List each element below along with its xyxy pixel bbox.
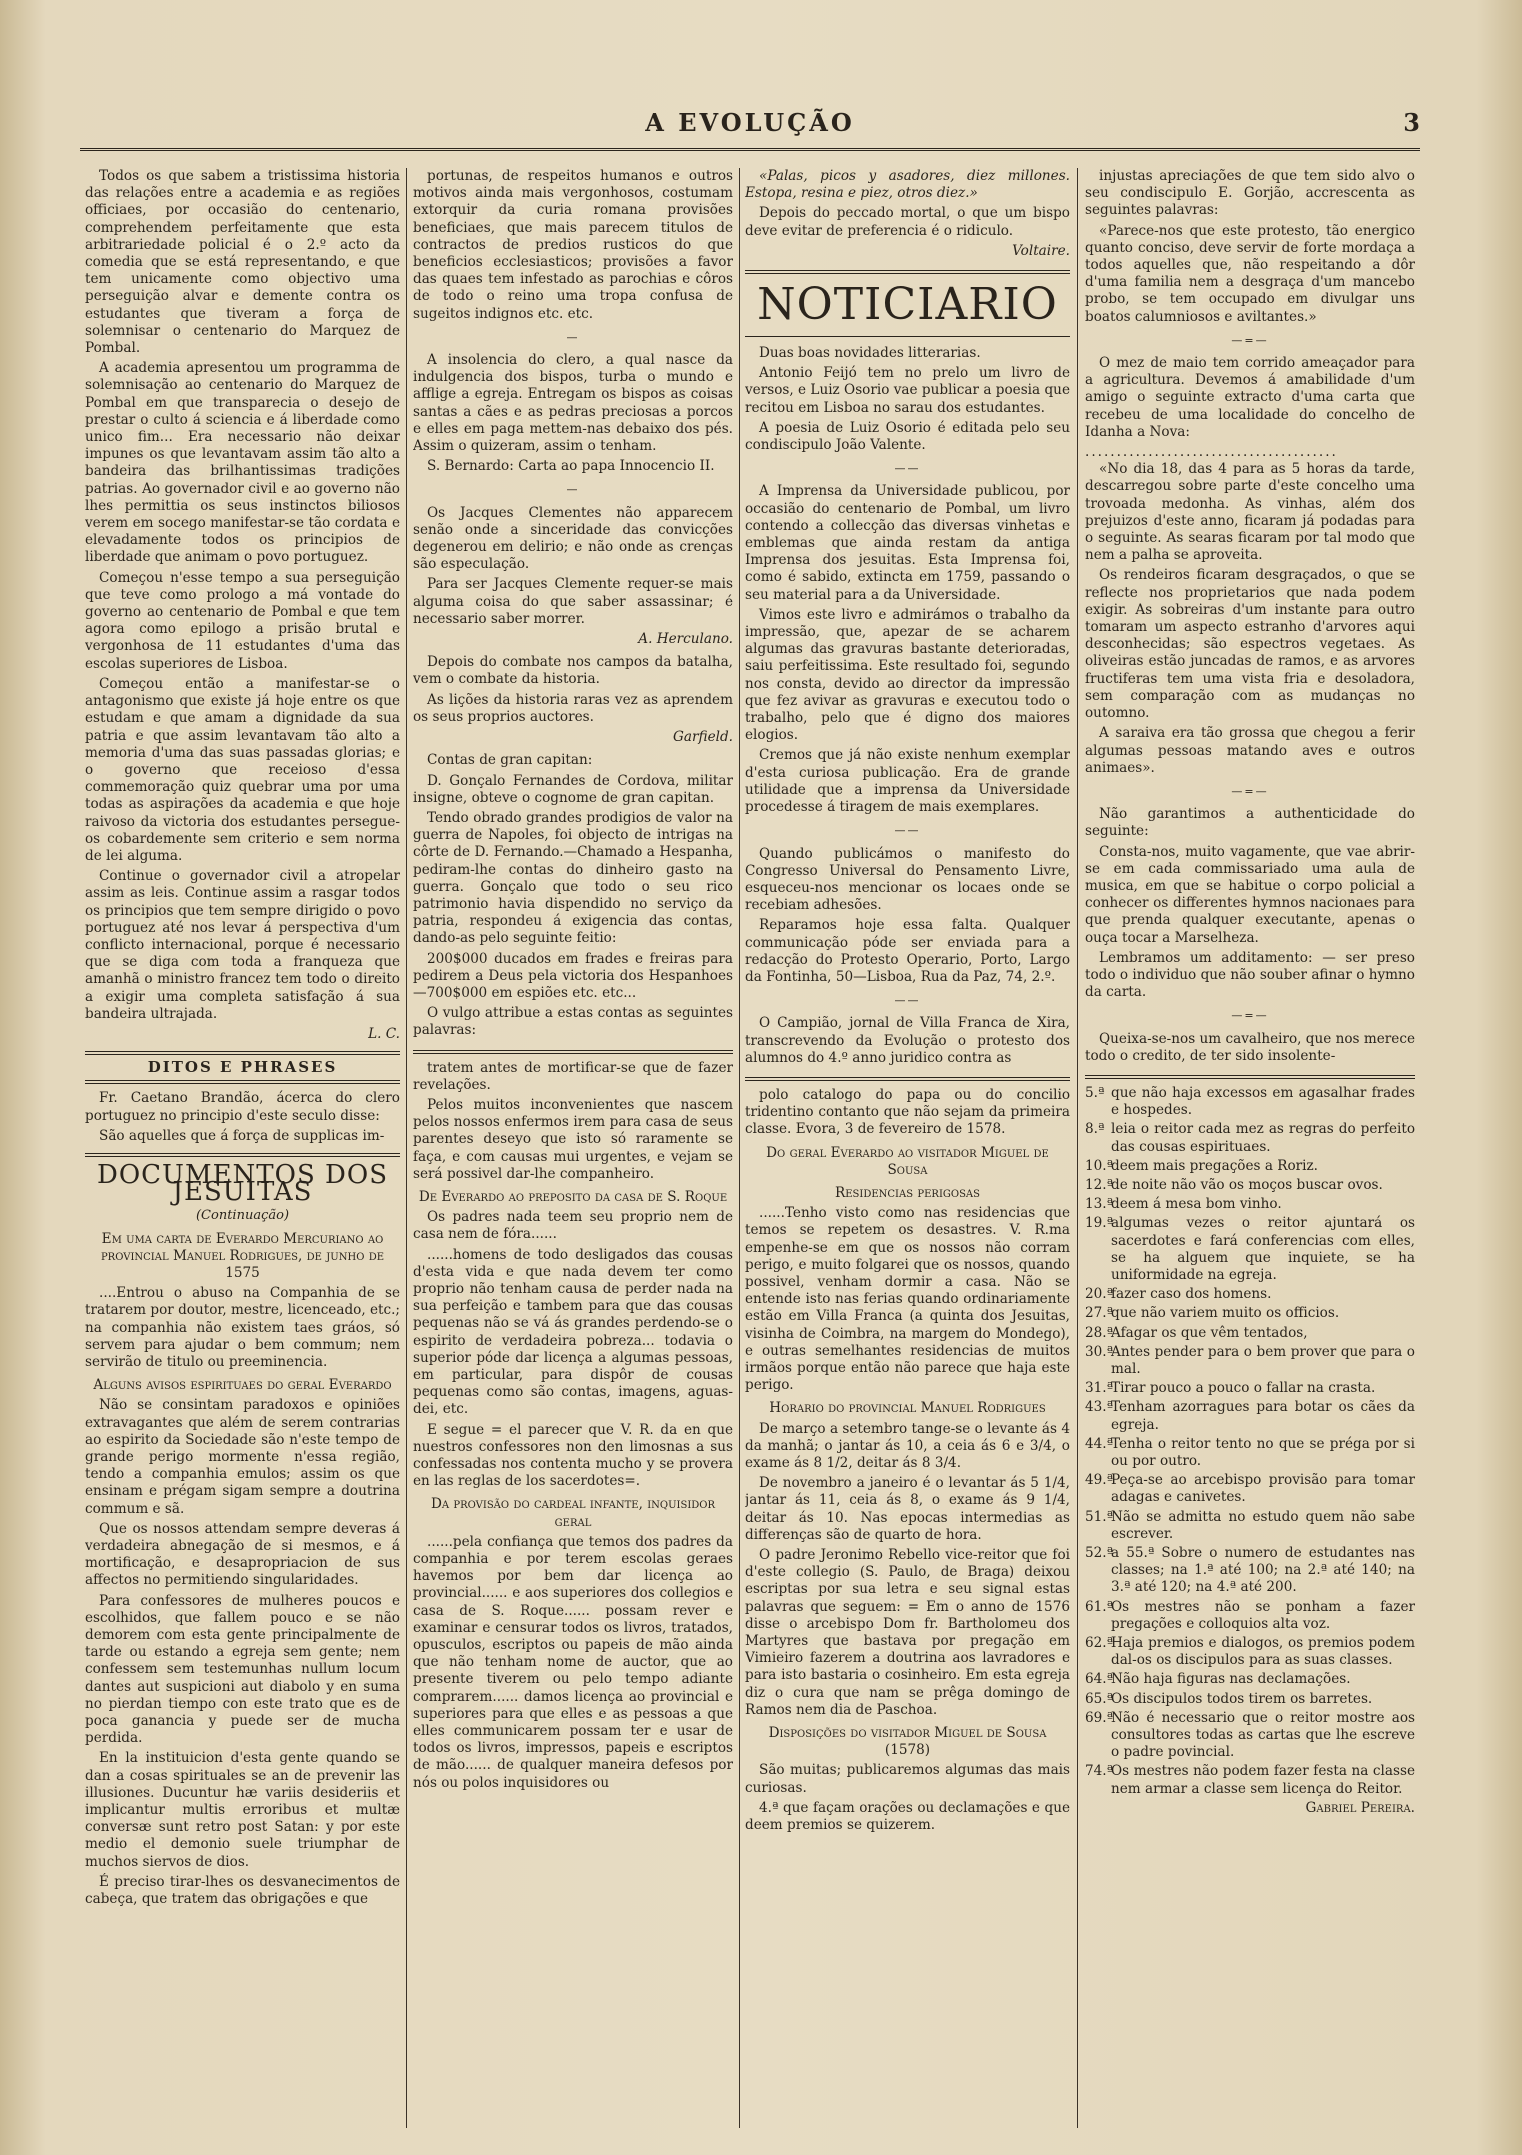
masthead [80, 100, 1420, 152]
section-rule [1085, 1075, 1415, 1079]
separator: —=— [1231, 333, 1269, 347]
dotted-line: ........................................ [1085, 444, 1338, 461]
list-item-number: 69.ª [1085, 1709, 1114, 1726]
article-paragraph: O padre Jeronimo Rebello vice-reitor que foi d'este collegio (S. Paulo, de Braga) deixou escriptas por sua letra e seu signal estas palavras que seguem: = Em o anno de 1576 disse o arcebispo Dom fr. Bartholomeu dos Martyres que bastava por pregação em Vimieiro fazerem a doutrina aos lavradores e para isto bastaria o cosinheiro. Em esta egreja diz o cura que nam se prêga domingo de Ramos nem dia de Paschoa. [745, 1547, 1070, 1718]
list-item-text: Não haja figuras nas declamações. [1111, 1671, 1351, 1688]
article-paragraph: S. Bernardo: Carta ao papa Innocencio II. [427, 458, 715, 475]
list-item [1085, 1305, 1415, 1322]
list-item-number: 5.ª [1085, 1084, 1105, 1101]
separator: — [566, 483, 580, 497]
list-item-text: deem mais pregações a Roriz. [1111, 1157, 1319, 1174]
list-item-number: 28.ª [1085, 1324, 1114, 1341]
article-paragraph: As lições da historia raras vez as aprendem os seus proprios auctores. [413, 691, 733, 725]
article-paragraph: De março a setembro tange-se o levante ás 4 da manhã; o jantar ás 10, a ceia ás 6 e 3/4, o exame ás 8 1/2, deitar ás 8 3/4. [745, 1420, 1070, 1471]
article-paragraph: Os padres nada teem seu proprio nem de casa nem de fóra...... [413, 1209, 733, 1243]
list-item-number: 61.ª [1085, 1598, 1114, 1615]
list-item-text: Antes pender para o bem prover que para o mal. [1111, 1343, 1415, 1377]
news-item: Duas boas novidades litterarias. [759, 345, 981, 362]
article-paragraph: ......Tenho visto como nas residencias que temos se repetem os desastres. V. R.ma empenhe-se em que os nossos não corram perigo, e muito folgarei que os nossos, quando possivel, venham dormir a casa. Não se entende isto nas ferias quando ordinariamente estão em Villa Franca (a quinta dos Jesuitas, visinha de Coimbra, na margem do Mondego), e outras semelhantes residencias de muitos irmãos porque então não parece que haja este perigo. [745, 1205, 1070, 1394]
article-paragraph: Começou então a manifestar-se o antagonismo que existe já hoje entre os que estudam e que amam a dignidade da sua patria e que assim levantavam tão alto a memoria d'uma das suas passadas glorias; e o governo que receioso d'essa commemoração quiz quebrar uma por uma todas as aspirações da academia e que hoje raivoso da victoria dos estudantes persegue-os cobardemente sem criterio e sem norma de lei alguma. [85, 675, 400, 864]
news-item: A poesia de Luiz Osorio é editada pelo seu condiscipulo João Valente. [745, 419, 1070, 454]
list-item [1085, 1344, 1415, 1378]
article-paragraph: tratem antes de mortificar-se que de fazer revelações. [413, 1059, 733, 1093]
list-item-text: fazer caso dos homens. [1111, 1286, 1272, 1303]
list-item-text: que não haja excessos em agasalhar frades e hospedes. [1111, 1084, 1415, 1119]
list-item-number: 49.ª [1085, 1472, 1114, 1489]
list-item-text: Haja premios e dialogos, os premios podem dal-os os discipulos para as suas classes. [1111, 1635, 1415, 1669]
list-item [1085, 1671, 1415, 1688]
list-item-number: 19.ª [1085, 1215, 1114, 1232]
article-paragraph: Contas de gran capitan: [427, 752, 593, 769]
list-item [1085, 1085, 1415, 1119]
article-paragraph: ....Entrou o abuso na Companhia de se tratarem por doutor, mestre, licenceado, etc.; na companhia não existem taes gráos, só servem para ajudar o bem commum; nem servirão de titulo ou preeminencia. [85, 1285, 400, 1370]
article-signature: Voltaire. [1012, 242, 1070, 259]
article-paragraph: De novembro a janeiro é o levantar ás 5 1/4, jantar ás 11, ceia ás 8, o exame ás 9 1/4, deitar ás 10. Nas epocas intermedias as differenças são de quarto de hora. [745, 1475, 1070, 1543]
list-item-text: algumas vezes o reitor ajuntará os sacerdotes e fará conferencias com elles, se ha alguem que inquiete, se ha uniformidade na egreja. [1111, 1215, 1415, 1283]
list-item [1085, 1286, 1415, 1303]
section-subtitle: (Continuação) [195, 1208, 290, 1224]
list-item [1085, 1436, 1415, 1470]
document-heading: Horario do provincial Manuel Rodrigues [769, 1400, 1046, 1417]
article-paragraph: ......homens de todo desligados das cousas d'esta vida e que nada devem ter como proprio não tenham causa de perder nada na sua perfeição e tambem para que das cousas pequenas não se vá ás grandes perdendo-se o espirito de verdadeira pobreza... todavia o superior póde dar licença a algumas pessoas, em particular, para dispôr de cousas pequenas como são contas, imagens, aguas-dei, etc. [413, 1246, 733, 1418]
list-item-number: 20.ª [1085, 1286, 1114, 1303]
column-1 [85, 168, 400, 2128]
list-item-number: 27.ª [1085, 1305, 1114, 1322]
article-signature: A. Herculano. [638, 631, 733, 648]
list-item-number: 30.ª [1085, 1343, 1114, 1360]
section-heading-documentos: DOCUMENTOS DOS JESUITAS [85, 1153, 400, 1201]
list-item-number: 64.ª [1085, 1671, 1114, 1688]
list-item [1085, 1763, 1415, 1797]
list-item [1085, 1599, 1415, 1633]
list-item [1085, 1710, 1415, 1762]
article-paragraph: En la instituicion d'esta gente quando se dan a cosas spirituales se an de prevenir las illusiones. Ducuntur hæ variis desideriis et implicantur multis erroribus et multæ conversæ sunt retro post Satan: y por este medio el demonio suele triumphar de muchos siervos de dios. [85, 1750, 400, 1870]
column-divider [406, 168, 407, 2128]
document-heading: Em uma carta de Everardo Mercuriano ao provincial Manuel Rodrigues, de junho de 1575 [100, 1230, 385, 1281]
news-item: Não garantimos a authenticidade do seguinte: [1085, 806, 1415, 840]
list-item-text: Os mestres não podem fazer festa na classe nem armar a classe sem licença do Reitor. [1111, 1763, 1415, 1797]
article-paragraph: E segue = el parecer que V. R. da en que nuestros confessores non den limosnas a sus confessadas nos contenta mucho y se provera en las reglas de los sacerdotes=. [413, 1421, 733, 1490]
article-paragraph: Continue o governador civil a atropelar assim as leis. Continue assim a rasgar todos os principios que tem sempre dirigido o povo portuguez até nos levar á perspectiva d'um conflicto internacional, porque é necessario que se diga com toda a franqueza que amanhã o ministro francez tem todo o direito a exigir uma completa satisfação á sua bandeira ultrajada. [85, 868, 400, 1022]
list-item-text: leia o reitor cada mez as regras do perfeito das cousas espirituaes. [1111, 1121, 1415, 1155]
separator: —=— [1231, 1009, 1269, 1023]
list-item [1085, 1691, 1415, 1708]
list-item-text: Tirar pouco a pouco o fallar na crasta. [1111, 1380, 1376, 1397]
news-item: Consta-nos, muito vagamente, que vae abrir-se em cada commissariado uma aula de musica, em que se habitue o corpo policial a conhecer os differentes hymnos nacionaes para que prenda qualquer executante, apenas o ouça tocar a Marselheza. [1085, 843, 1415, 946]
list-item [1085, 1177, 1415, 1194]
article-paragraph: Para confessores de mulheres poucos e escolhidos, que fallem pouco e se não demorem com esta gente principalmente de tarde ou estando a egreja sem gente; nem confessem sem testemunhas nullum locum dantes aut suspicioni aut diabolo y en suma no pierdan tiempo con este trato que es de poca ganancia y puede ser de mucha perdida. [85, 1592, 400, 1747]
list-item [1085, 1215, 1415, 1284]
news-item: Antonio Feijó tem no prelo um livro de versos, e Luiz Osorio vae publicar a poesia que recitou em Lisboa no sarau dos estudantes. [745, 365, 1070, 416]
list-item-number: 51.ª [1085, 1508, 1114, 1525]
list-item-text: Peça-se ao arcebispo provisão para tomar adagas e canivetes. [1111, 1472, 1415, 1506]
list-item [1085, 1121, 1415, 1155]
article-paragraph: «Palas, picos y asadores, diez millones. Estopa, resina e piez, otros diez.» [745, 168, 1070, 202]
article-paragraph: 4.ª que façam orações ou declamações e que deem premios se quizerem. [745, 1799, 1070, 1834]
list-item-number: 43.ª [1085, 1399, 1114, 1416]
article-paragraph: Não se consintam paradoxos e opiniões extravagantes que além de serem contrarias ao espirito da Sociedade são n'este tempo de grande perigo mormente n'essa região, tendo a companhia emulos; assim os que ensinam e prégam sigam sempre a doutrina commum e sã. [85, 1397, 400, 1517]
separator: —— [894, 462, 921, 476]
list-item-number: 12.ª [1085, 1176, 1114, 1193]
article-paragraph: É preciso tirar-lhes os desvanecimentos de cabeça, que tratem das obrigações e que [85, 1873, 400, 1908]
masthead-rule [80, 148, 1420, 151]
newspaper-title: A EVOLUÇÃO [645, 108, 855, 137]
list-item-text: que não variem muito os officios. [1111, 1305, 1340, 1322]
list-item-text: a 55.ª Sobre o numero de estudantes nas classes; na 1.ª até 100; na 2.ª até 140; na 3.ª até 120; na 4.ª até 200. [1111, 1545, 1415, 1596]
article-paragraph: Que os nossos attendam sempre deveras á verdadeira abnegação de si mesmos, e á mortificação, e desapropriacion de sus affectos no permitiendo singularidades. [85, 1520, 400, 1589]
list-item-number: 74.ª [1085, 1763, 1114, 1780]
article-signature: L. C. [368, 1025, 400, 1042]
article-paragraph: Pelos muitos inconvenientes que nascem pelos nossos enfermos irem para casa de seus parentes deseyo que isto só raramente se faça, e com causas mui urgentes, e vejam se será possivel dar-lhe companheiro. [413, 1096, 733, 1182]
article-signature: Garfield. [673, 729, 733, 746]
list-item-number: 44.ª [1085, 1435, 1114, 1452]
article-paragraph: portunas, de respeitos humanos e outros motivos ainda mais vergonhosos, costumam extorquir da curia romana provisões beneficiaes, que mais parecem titulos de contractos de predios rusticos do que beneficios ecclesiasticos; provisões a favor das quaes tem infestado as parochias e côros de todo o reino uma tropa confusa de sugeitos indignos etc. etc. [413, 168, 733, 322]
document-heading: Disposições do visitador Miguel de Sousa (1578) [768, 1725, 1047, 1759]
article-paragraph: Tendo obrado grandes prodigios de valor na guerra de Napoles, foi objecto de intrigas na côrte de D. Fernando.—Chamado a Hespanha, pediram-lhe contas do dinheiro gasto na guerra. Gonçalo que todo o seu rico patrimonio havia dispendido no serviço da patria, respondeu á exigencia das contas, dando-as pelo seguinte feitio: [413, 809, 733, 947]
list-item-text: Afagar os que vêm tentados, [1111, 1324, 1308, 1341]
page-number: 3 [1403, 108, 1420, 137]
article-signature: Gabriel Pereira. [1305, 1799, 1415, 1816]
list-item [1085, 1545, 1415, 1597]
list-item-text: Não se admitta no estudo quem não sabe escrever. [1111, 1508, 1415, 1542]
list-item [1085, 1399, 1415, 1433]
article-paragraph: ......pela confiança que temos dos padres da companhia e por terem escolas geraes havemos por bem dar licença ao provincial...... e aos superiores dos collegios e casa de S. Roque...... possam rever e examinar e censurar todos os livros, tratados, opusculos, escriptos ou papeis de mão ainda que não tenham nome de auctor, que ao presente tiverem ou pelo tempo adiante comprarem...... damos licença ao provincial e superiores para que elles e as pessoas a que elles communicarem possam ter e usar de todos os livros, impressos, papeis e escriptos de mão...... de qualquer maneira defesos por nós ou polos inquisidores ou [413, 1533, 733, 1791]
news-item: injustas apreciações de que tem sido alvo o seu condiscipulo E. Gorjão, accrescenta as seguintes palavras: [1085, 168, 1415, 219]
news-item: Lembramos um additamento: — ser preso todo o individuo que não souber afinar o hymno da carta. [1085, 949, 1415, 1001]
list-item-text: Os discipulos todos tirem os barretes. [1111, 1690, 1373, 1707]
list-item-number: 31.ª [1085, 1380, 1114, 1397]
separator: — [566, 330, 580, 344]
article-paragraph: Fr. Caetano Brandão, ácerca do clero portuguez no principio d'este seculo disse: [85, 1090, 400, 1124]
news-item: Cremos que já não existe nenhum exemplar d'esta curiosa publicação. Era de grande utilidade que a imprensa da Universidade procedesse á tiragem de mais exemplares. [745, 747, 1070, 816]
news-item: Queixa-se-nos um cavalheiro, que nos merece todo o credito, de ter sido insolente- [1085, 1030, 1415, 1064]
article-paragraph: Para ser Jacques Clemente requer-se mais alguma coisa do que saber assassinar; é necessario saber morrer. [413, 576, 733, 627]
list-item-text: Os mestres não se ponham a fazer pregações e colloquios alta voz. [1111, 1598, 1415, 1632]
section-heading-noticiario: NOTICIARIO [745, 270, 1070, 337]
article-paragraph: O vulgo attribue a estas contas as seguintes palavras: [413, 1005, 733, 1039]
article-paragraph: Depois do peccado mortal, o que um bispo deve evitar de preferencia é o ridiculo. [745, 205, 1070, 239]
list-item-text: Tenham azorragues para botar os cães da egreja. [1111, 1399, 1415, 1433]
list-item [1085, 1325, 1415, 1342]
separator: —— [894, 824, 921, 838]
separator: —— [894, 994, 921, 1008]
list-item [1085, 1635, 1415, 1669]
list-item-number: 10.ª [1085, 1157, 1114, 1174]
list-item [1085, 1196, 1415, 1213]
article-paragraph: A academia apresentou um programma de solemnisação ao centenario do Marquez de Pombal em que transparecia o desejo de prestar o culto á sciencia e á liberdade como unico fim... Era necessario não deixar impunes os que levantavam assim tão alto a bandeira das brilhantissimas tradições patrias. Ao governador civil e ao governo não lhes permittia os seus instinctos biliosos verem em socego manifestar-se tão cordata e elevadamente todos os principios de liberdade que animam o povo portuguez. [85, 360, 400, 566]
news-item: «No dia 18, das 4 para as 5 horas da tarde, descarregou sobre parte d'este concelho uma trovoada medonha. As vinhas, além dos prejuizos d'este anno, ficaram já podadas para o seguinte. As searas ficaram por tal modo que nem a palha se aproveita. [1085, 461, 1415, 564]
list-item-text: Tenha o reitor tento no que se préga por si ou por outro. [1111, 1435, 1415, 1470]
list-item-text: deem á mesa bom vinho. [1111, 1196, 1282, 1213]
section-rule [745, 1077, 1070, 1081]
news-item: Vimos este livro e admirámos o trabalho da impressão, que, apezar de se acharem algumas das gravuras bastante deterioradas, saiu perfeitissima. Este resultado foi, segundo nos consta, devido ao director da impressão que fez avivar as gravuras e executou todo o trabalho, pelo que é digno dos maiores elogios. [745, 606, 1070, 744]
column-divider [1077, 168, 1078, 2128]
document-subheading: Residencias perigosas [834, 1184, 980, 1201]
disposicoes-list [1085, 1085, 1415, 1798]
section-heading-ditos: DITOS E PHRASES [85, 1051, 400, 1084]
section-rule [413, 1050, 733, 1054]
news-item: A Imprensa da Universidade publicou, por occasião do centenario de Pombal, um livro contendo a collecção das diversas vinhetas e emblemas que ainda restam da antiga Imprensa dos jesuitas. Esta Imprensa foi, como é sabido, extincta em 1759, passando o seu material para a da Universidade. [745, 483, 1070, 603]
document-heading: Do geral Everardo ao visitador Miguel de Sousa [766, 1144, 1049, 1178]
article-paragraph: Começou n'esse tempo a sua perseguição que teve como prologo a má vontade do governo ao centenario de Pombal e que tem agora como epilogo a prisão brutal e vergonhosa de 11 estudantes d'uma das escolas superiores de Lisboa. [85, 569, 400, 672]
list-item [1085, 1380, 1415, 1397]
article-paragraph: 200$000 ducados em frades e freiras para pedirem a Deus pela victoria dos Hespanhoes—700$000 em espiões etc. etc... [413, 950, 733, 1001]
news-item: «Parece-nos que este protesto, tão energico quanto conciso, deve servir de forte mordaça a todos aquelles que, não respeitando a dôr d'uma familia nem a desgraça d'um mancebo probo, se tem occupado em divulgar uns boatos calumniosos e aviltantes.» [1085, 222, 1415, 325]
article-paragraph: São aquelles que á força de supplicas im- [99, 1127, 385, 1144]
document-heading: Da provisão do cardeal infante, inquisidor geral [430, 1496, 716, 1530]
list-item-text: Não é necessario que o reitor mostre aos consultores todas as cartas que lhe escreve o padre povincial. [1111, 1709, 1415, 1761]
list-item [1085, 1509, 1415, 1543]
list-item-number: 8.ª [1085, 1121, 1105, 1138]
list-item-text: de noite não vão os moços buscar ovos. [1111, 1176, 1383, 1193]
list-item-number: 62.ª [1085, 1635, 1114, 1652]
article-paragraph: Depois do combate nos campos da batalha, vem o combate da historia. [413, 654, 733, 688]
column-2 [413, 168, 733, 2128]
list-item-number: 52.ª [1085, 1545, 1114, 1562]
document-heading: De Everardo ao preposito da casa de S. Roque [418, 1188, 728, 1205]
article-paragraph: Os Jacques Clementes não apparecem senão onde a sinceridade das convicções degenerou em delirio; e não onde as crenças são especulação. [413, 504, 733, 573]
column-3 [745, 168, 1070, 2128]
article-paragraph: polo catalogo do papa ou do concilio tridentino contanto que não sejam da primeira classe. Evora, 3 de fevereiro de 1578. [745, 1086, 1070, 1138]
news-item: O mez de maio tem corrido ameaçador para a agricultura. Devemos á amabilidade d'um amigo o seguinte extracto d'uma carta que recebeu de uma localidade do concelho de Idanha a Nova: [1085, 355, 1415, 440]
news-item: A saraiva era tão grossa que chegou a ferir algumas pessoas matando aves e outros animaes». [1085, 725, 1415, 776]
article-paragraph: Todos os que sabem a tristissima historia das relações entre a academia e as regiões officiaes, por occasião do centenario, comprehendem perfeitamente que esta arbitrariedade policial é o 2.º acto da comedia que se está representando, e que tem unicamente como objectivo uma perseguição alvar e demente contra os estudantes que tiveram a força de solemnisar o centenario do Marquez de Pombal. [85, 168, 400, 357]
list-item [1085, 1472, 1415, 1506]
article-paragraph: São muitas; publicaremos algumas das mais curiosas. [745, 1762, 1070, 1796]
separator: —=— [1231, 784, 1269, 798]
list-item-number: 65.ª [1085, 1690, 1114, 1707]
list-item-number: 13.ª [1085, 1196, 1114, 1213]
news-item: Quando publicámos o manifesto do Congresso Universal do Pensamento Livre, esqueceu-nos mencionar os locaes onde se recebiam adhesões. [745, 845, 1070, 914]
news-item: Reparamos hoje essa falta. Qualquer communicação póde ser enviada para a redacção do Protesto Operario, Porto, Largo da Fontinha, 50—Lisboa, Rua da Paz, 74, 2.º. [745, 917, 1070, 985]
document-heading: Alguns avisos espirituaes do geral Everardo [93, 1377, 392, 1394]
news-item: Os rendeiros ficaram desgraçados, o que se reflecte nos proprietarios que nada podem exigir. As sobreiras d'um instante para outro tomaram um aspecto estranho d'arvores aqui desconhecidas; são espectros vegetaes. As oliveiras estão juncadas de ramos, e as arvores fructiferas tem uma vista fria e desoladora, sem comparação com as mudanças no outomno. [1085, 567, 1415, 722]
news-item: O Campião, jornal de Villa Franca de Xira, transcrevendo da Evolução o protesto dos alumnos do 4.º anno juridico contra as [745, 1015, 1070, 1066]
column-divider [739, 168, 740, 2128]
column-4 [1085, 168, 1415, 2128]
article-paragraph: A insolencia do clero, a qual nasce da indulgencia dos bispos, turba o mundo e afflige a egreja. Entregam os bispos as coisas santas a cães e as pedras preciosas a porcos e elles em paga mettem-nas debaixo dos pés. Assim o quizeram, assim o tenham. [413, 352, 733, 455]
list-item [1085, 1158, 1415, 1175]
article-paragraph: D. Gonçalo Fernandes de Cordova, militar insigne, obteve o cognome de gran capitan. [413, 772, 733, 806]
